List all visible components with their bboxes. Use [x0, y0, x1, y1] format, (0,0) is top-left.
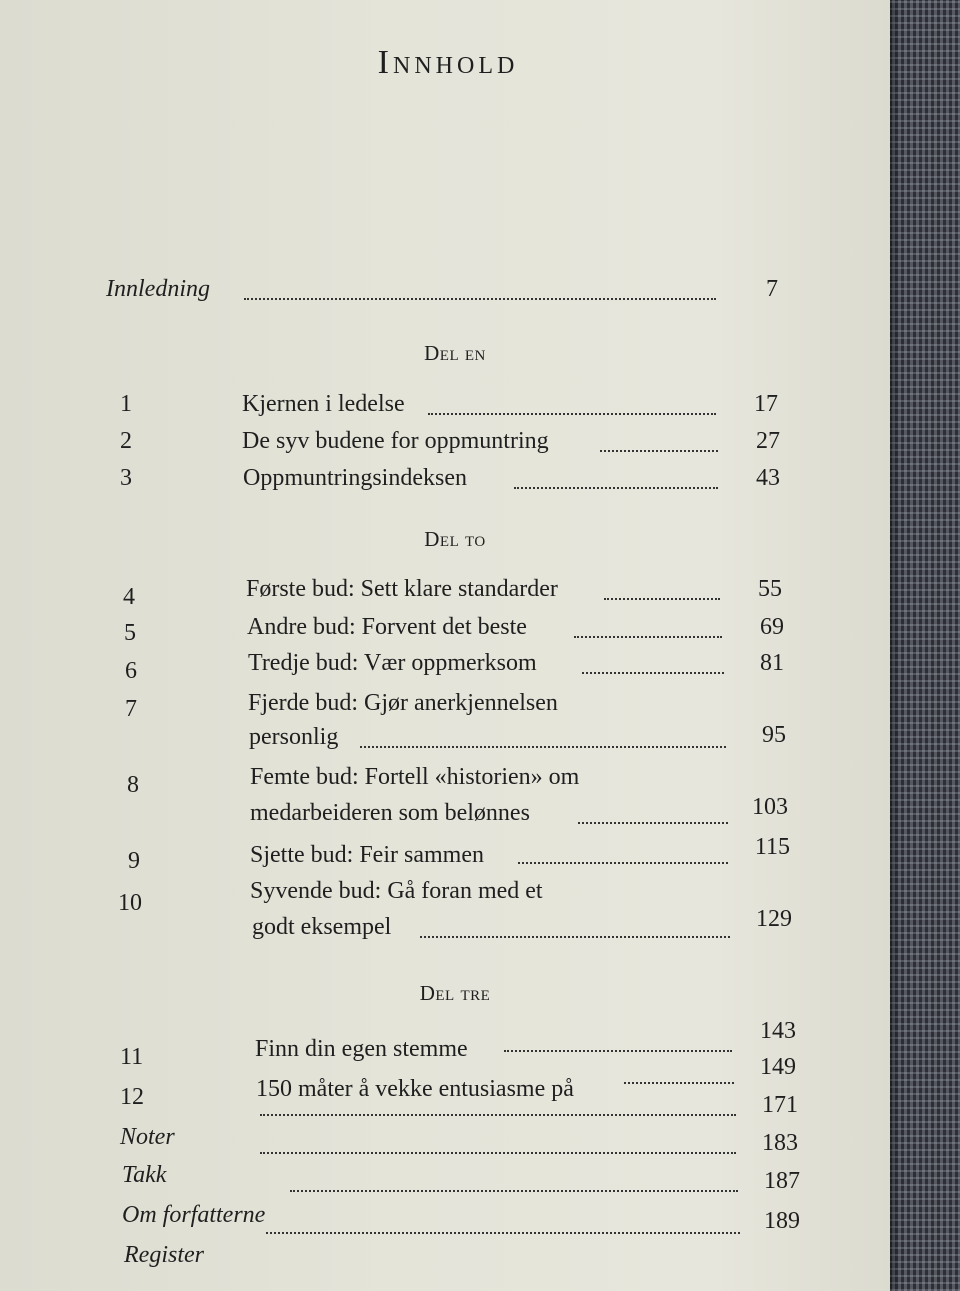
chapter-title-cont: personlig [249, 724, 339, 750]
chapter-title: Kjernen i ledelse [242, 391, 405, 417]
leader-dots [514, 487, 718, 489]
background-fabric [880, 0, 960, 1291]
chapter-title: Finn din egen stemme [255, 1036, 468, 1062]
chapter-number: 6 [125, 658, 137, 684]
chapter-title: Tredje bud: Vær oppmerksom [248, 650, 537, 676]
toc-page: 81 [760, 650, 784, 676]
toc-page: 183 [762, 1130, 798, 1156]
chapter-number: 9 [128, 848, 140, 874]
chapter-title: Sjette bud: Feir sammen [250, 842, 484, 868]
leader-dots [504, 1050, 732, 1052]
chapter-title: Syvende bud: Gå foran med et [250, 878, 543, 904]
toc-row [0, 650, 890, 690]
chapter-title: De syv budene for oppmuntring [242, 428, 549, 454]
leader-dots [582, 672, 724, 674]
chapter-title-cont: godt eksempel [252, 914, 392, 940]
chapter-title: Oppmuntringsindeksen [243, 465, 467, 491]
chapter-title: Femte bud: Fortell «historien» om [250, 764, 580, 790]
leader-dots [266, 1232, 740, 1234]
toc-page: 143 [760, 1018, 796, 1044]
leader-dots [600, 450, 718, 452]
toc-row [0, 391, 890, 431]
toc-page: 95 [762, 722, 786, 748]
chapter-title: 150 måter å vekke entusiasme på [256, 1076, 574, 1102]
toc-page: 43 [756, 465, 780, 491]
leader-dots [360, 746, 726, 748]
chapter-title: Fjerde bud: Gjør anerkjennelsen [248, 690, 558, 716]
toc-row [0, 878, 890, 952]
toc-page: 115 [754, 834, 790, 860]
leader-dots [428, 413, 716, 415]
toc-label: Noter [120, 1124, 175, 1150]
toc-label: Register [124, 1242, 204, 1268]
leader-dots [624, 1082, 734, 1084]
chapter-number: 11 [120, 1044, 144, 1070]
leader-dots [290, 1190, 738, 1192]
toc-row [0, 428, 890, 468]
chapter-title: Andre bud: Forvent det beste [247, 614, 527, 640]
toc-row-intro [0, 276, 890, 316]
chapter-number: 1 [120, 391, 132, 417]
chapter-number: 7 [125, 696, 137, 722]
page-title: Innhold [377, 44, 519, 81]
chapter-number: 5 [124, 620, 136, 646]
toc-label: Takk [122, 1162, 167, 1188]
toc-label: Om forfatterne [122, 1202, 266, 1228]
leader-dots [604, 598, 720, 600]
part-heading-1: Del en [424, 341, 486, 365]
toc-row [0, 614, 890, 654]
leader-dots [518, 862, 728, 864]
toc-label: Innledning [106, 276, 210, 302]
chapter-number: 8 [127, 772, 139, 798]
toc-row [0, 834, 890, 882]
toc-page: 149 [760, 1054, 796, 1080]
toc-row [0, 690, 890, 764]
toc-page: 69 [760, 614, 784, 640]
toc-page: 103 [752, 794, 788, 820]
leader-dots [244, 298, 716, 300]
leader-dots [260, 1152, 736, 1154]
toc-row [0, 465, 890, 505]
part-heading-2: Del to [424, 527, 486, 551]
toc-page: 129 [756, 906, 792, 932]
toc-row [0, 764, 890, 838]
chapter-title-cont: medarbeideren som belønnes [250, 800, 530, 826]
leader-dots [420, 936, 730, 938]
toc-page: 17 [754, 391, 778, 417]
toc-page: 189 [764, 1208, 800, 1234]
toc-page: 27 [756, 428, 780, 454]
toc-page: 55 [758, 576, 782, 602]
leader-dots [260, 1114, 736, 1116]
leader-dots [578, 822, 728, 824]
chapter-number: 2 [120, 428, 132, 454]
leader-dots [574, 636, 722, 638]
part-heading-3: Del tre [419, 981, 491, 1005]
chapter-number: 3 [120, 465, 132, 491]
chapter-number: 4 [123, 584, 135, 610]
toc-page: 7 [766, 276, 778, 302]
chapter-title: Første bud: Sett klare standarder [246, 576, 558, 602]
toc-page: 187 [764, 1168, 800, 1194]
toc-page: 171 [762, 1092, 798, 1118]
chapter-number: 12 [120, 1084, 144, 1110]
chapter-number: 10 [118, 890, 142, 916]
toc-row [0, 576, 890, 616]
